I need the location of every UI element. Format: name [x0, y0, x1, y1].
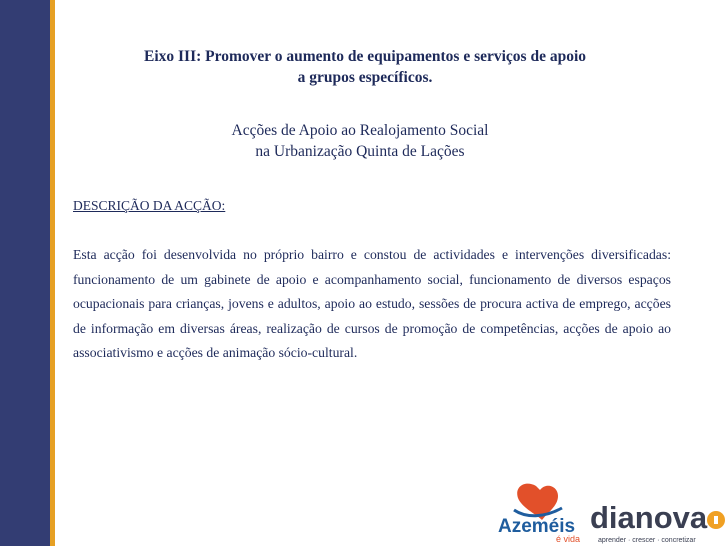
dianova-logo-text: dianova	[590, 500, 708, 535]
slide-subheading-line-2: na Urbanização Quinta de Lações	[255, 143, 465, 160]
side-bar	[0, 0, 50, 546]
slide-subheading-line-1: Acções de Apoio ao Realojamento Social	[231, 122, 489, 139]
section-label: DESCRIÇÃO DA ACÇÃO:	[73, 198, 226, 213]
dianova-logo	[588, 496, 728, 546]
slide-heading-line-1: Eixo III: Promover o aumento de equipamentos e serviços de apoio	[143, 48, 587, 65]
dianova-tagline: aprender · crescer · concretizar	[598, 537, 696, 544]
azemeis-logo-text: Azeméis	[498, 516, 576, 537]
slide-heading-line-2: a grupos específicos.	[297, 69, 433, 86]
azemeis-tagline: é vida	[556, 534, 581, 544]
slide-heading	[80, 46, 650, 88]
slide-subheading	[150, 120, 570, 162]
side-bar-accent-line	[50, 0, 55, 546]
azemeis-logo	[496, 478, 584, 544]
body-paragraph: Esta acção foi desenvolvida no próprio bairro e constou de actividades e intervenções diversificadas: funcionamento de um gabinete de apoio e acompanhamento social, funcionamento de diversos espaços ocupacionais para crianças, jovens e adultos, apoio ao estudo, sessões de procura activa de emprego, acções de informação em diversas áreas, realização de cursos de promoção de competências, acções de apoio ao associativismo e acções de animação sócio-cultural.	[73, 247, 671, 360]
